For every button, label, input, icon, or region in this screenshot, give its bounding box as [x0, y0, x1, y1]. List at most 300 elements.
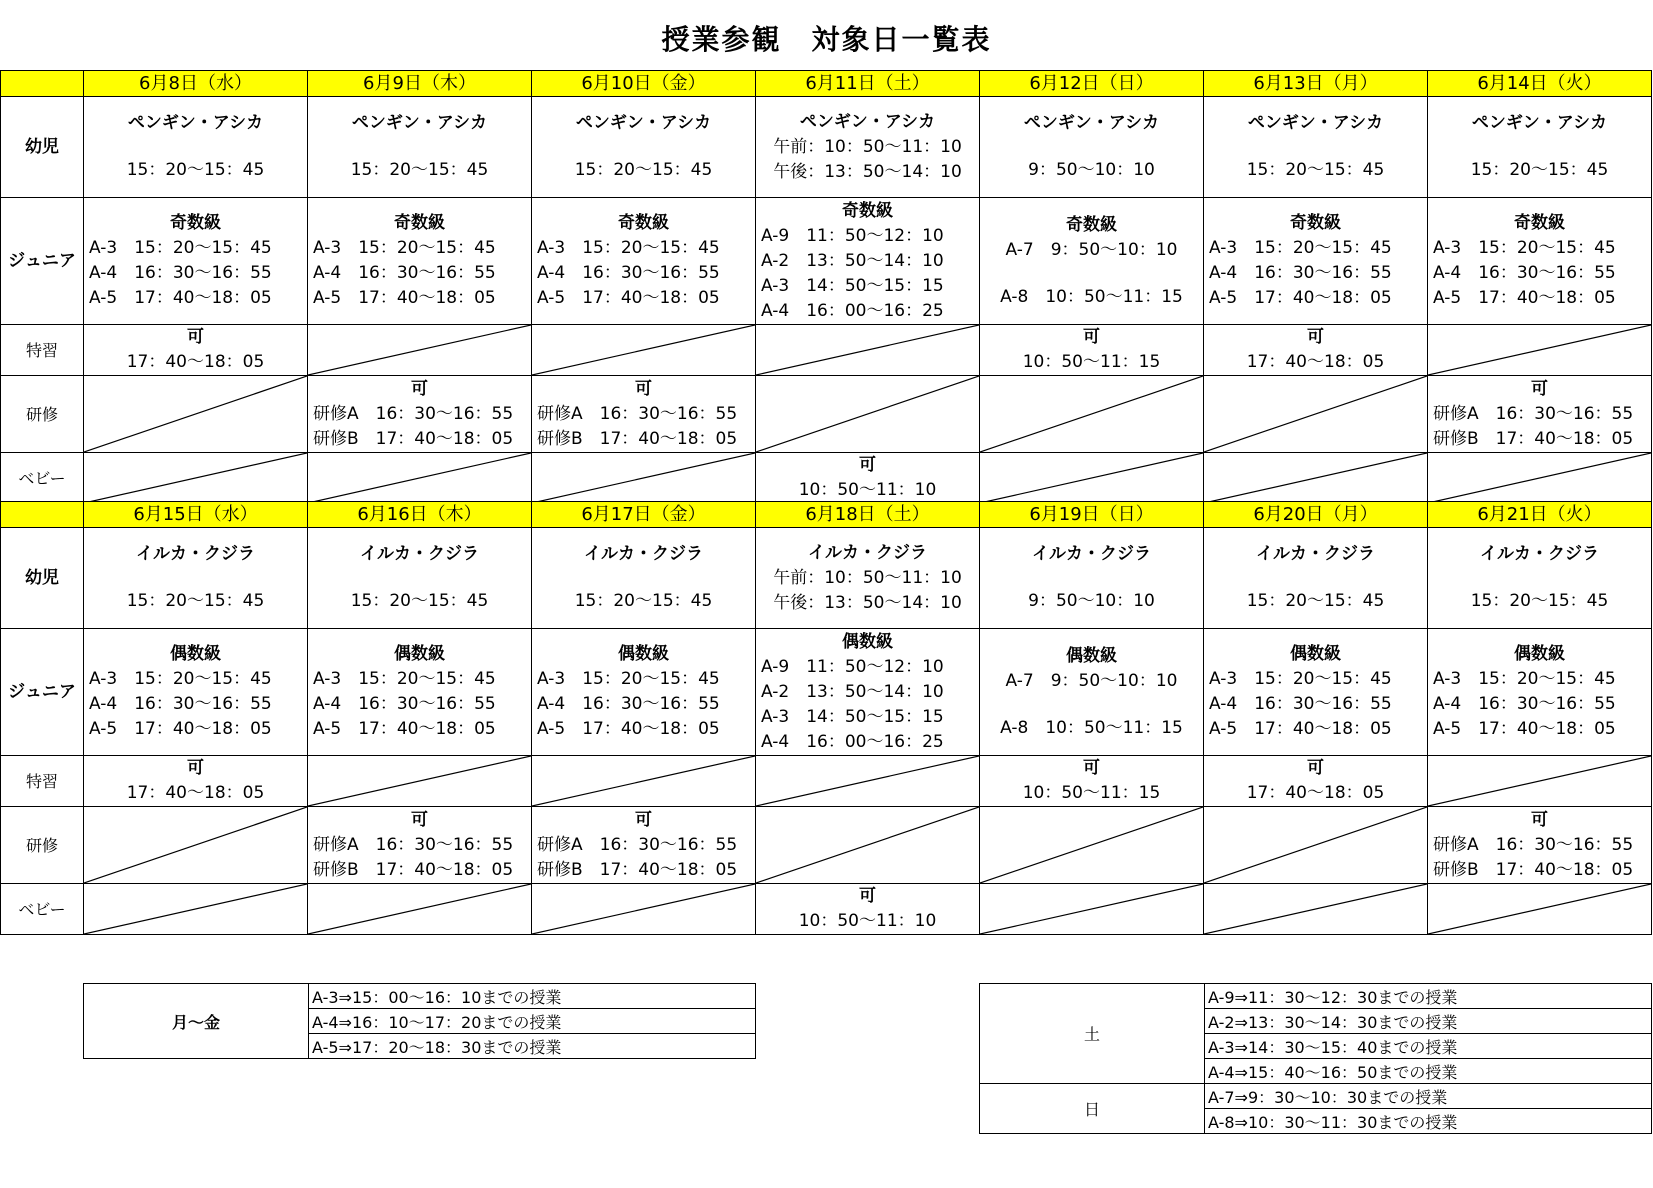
date-header: 6月20日（月）: [1204, 502, 1428, 528]
schedule-cell-junior: [1428, 198, 1652, 325]
spacer: [980, 694, 1203, 716]
cell-content: [756, 199, 979, 324]
schedule-cell-infant: [84, 97, 308, 198]
cell-line: A-3 14：50〜15：15: [761, 275, 944, 296]
schedule-cell-special: [1204, 325, 1428, 376]
cell-title: 可: [187, 327, 204, 347]
cell-line: 15：20〜15：45: [350, 160, 489, 180]
empty-cell-slash: [84, 453, 307, 503]
spacer: [980, 263, 1203, 285]
cell-line: A-3 15：20〜15：45: [313, 669, 496, 689]
cell-line: 研修B 17：40〜18：05: [537, 428, 738, 449]
cell-line: A-5 17：40〜18：05: [89, 288, 272, 308]
cell-line: A-4 16：30〜16：55: [89, 694, 272, 714]
cell-title: 奇数級: [842, 200, 893, 221]
cell-line: 15：20〜15：45: [574, 591, 713, 611]
schedule-cell-training: [756, 376, 980, 453]
row-label-training: 研修: [1, 807, 84, 884]
cell-line: A-3 15：20〜15：45: [1209, 669, 1392, 689]
cell-title: ペンギン・アシカ: [351, 113, 488, 133]
cell-title: 可: [1083, 758, 1100, 778]
cell-title: 可: [1083, 327, 1100, 347]
spacer: [308, 567, 531, 589]
cell-title: イルカ・クジラ: [1256, 544, 1375, 564]
spacer: [84, 567, 307, 589]
cell-title: イルカ・クジラ: [584, 544, 703, 564]
date-header-row: [1, 502, 1652, 528]
legend-weekday: [83, 983, 756, 1059]
cell-title: イルカ・クジラ: [808, 542, 927, 563]
schedule-cell-infant: [756, 97, 980, 198]
schedule-cell-special: [308, 756, 532, 807]
cell-content: [1428, 211, 1651, 311]
schedule-cell-special: [1204, 756, 1428, 807]
cell-content: [84, 211, 307, 311]
schedule-cell-junior: [532, 629, 756, 756]
spacer: [1428, 136, 1651, 158]
spacer: [980, 567, 1203, 589]
schedule-cell-special: [1428, 325, 1652, 376]
empty-cell-slash: [308, 884, 531, 934]
row-infant: [1, 97, 1652, 198]
cell-title: 偶数級: [1290, 644, 1341, 664]
schedule-cell-training: [1204, 376, 1428, 453]
cell-line: 午前：10：50〜11：10: [773, 567, 962, 588]
schedule-cell-junior: [1204, 198, 1428, 325]
empty-cell-slash: [980, 884, 1203, 934]
cell-content: [1204, 542, 1427, 614]
cell-line: A-8 10：50〜11：15: [1000, 286, 1183, 307]
empty-cell-slash: [84, 376, 307, 452]
row-label-special: 特習: [1, 756, 84, 807]
schedule-cell-special: [532, 325, 756, 376]
cell-content: [84, 542, 307, 614]
cell-content: [1204, 111, 1427, 183]
cell-content: [756, 541, 979, 616]
row-baby: [1, 884, 1652, 935]
schedule-table-week-2: [0, 501, 1652, 935]
schedule-cell-baby: [308, 884, 532, 935]
schedule-cell-junior: [980, 629, 1204, 756]
cell-line: 10：50〜11：10: [798, 480, 937, 500]
empty-cell-slash: [1204, 884, 1427, 934]
schedule-cell-infant: [1428, 528, 1652, 629]
schedule-cell-junior: [308, 629, 532, 756]
cell-content: [1428, 808, 1651, 883]
legend-row: A-3⇒14：30〜15：40までの授業: [1205, 1034, 1652, 1059]
empty-cell-slash: [532, 756, 755, 806]
schedule-cell-junior: [756, 198, 980, 325]
row-label-junior: ジュニア: [1, 629, 84, 756]
schedule-table-week-1: [0, 70, 1652, 504]
cell-line: 研修A 16：30〜16：55: [1433, 834, 1634, 855]
schedule-cell-baby: [308, 453, 532, 504]
cell-line: 15：20〜15：45: [126, 591, 265, 611]
empty-cell-slash: [756, 807, 979, 883]
cell-title: 可: [859, 455, 876, 475]
cell-line: A-4 16：30〜16：55: [89, 263, 272, 283]
cell-line: A-5 17：40〜18：05: [1209, 719, 1392, 739]
cell-content: [1428, 111, 1651, 183]
schedule-cell-baby: [980, 453, 1204, 504]
schedule-cell-training: [532, 376, 756, 453]
legend-row: A-4⇒16：10〜17：20までの授業: [309, 1009, 756, 1034]
cell-content: [532, 211, 755, 311]
legend-row: A-7⇒9：30〜10：30までの授業: [1205, 1084, 1652, 1109]
cell-line: 15：20〜15：45: [126, 160, 265, 180]
cell-line: A-4 16：30〜16：55: [313, 694, 496, 714]
cell-line: A-3 15：20〜15：45: [537, 669, 720, 689]
row-label-baby: ベビー: [1, 884, 84, 935]
cell-title: 偶数級: [1514, 644, 1565, 664]
empty-cell-slash: [756, 376, 979, 452]
empty-cell-slash: [532, 453, 755, 503]
schedule-cell-special: [532, 756, 756, 807]
legend-row: A-8⇒10：30〜11：30までの授業: [1205, 1109, 1652, 1134]
empty-cell-slash: [84, 884, 307, 934]
schedule-cell-infant: [1204, 97, 1428, 198]
date-header: 6月13日（月）: [1204, 71, 1428, 97]
empty-cell-slash: [84, 807, 307, 883]
schedule-cell-baby: [980, 884, 1204, 935]
schedule-cell-baby: [756, 453, 980, 504]
date-header: 6月12日（日）: [980, 71, 1204, 97]
cell-line: 15：20〜15：45: [1470, 160, 1609, 180]
row-label-special: 特習: [1, 325, 84, 376]
schedule-cell-junior: [980, 198, 1204, 325]
cell-content: [84, 756, 307, 806]
date-header: 6月8日（水）: [84, 71, 308, 97]
cell-content: [308, 642, 531, 742]
schedule-cell-special: [308, 325, 532, 376]
cell-title: ペンギン・アシカ: [1471, 113, 1608, 133]
schedule-cell-infant: [308, 528, 532, 629]
cell-line: A-5 17：40〜18：05: [313, 719, 496, 739]
row-junior: [1, 198, 1652, 325]
row-label-junior: ジュニア: [1, 198, 84, 325]
schedule-cell-training: [980, 376, 1204, 453]
cell-title: 可: [187, 758, 204, 778]
cell-line: 午後：13：50〜14：10: [773, 592, 962, 613]
schedule-cell-baby: [84, 453, 308, 504]
schedule-cell-baby: [532, 453, 756, 504]
cell-content: [1204, 211, 1427, 311]
cell-content: [1204, 325, 1427, 375]
row-junior: [1, 629, 1652, 756]
spacer: [1428, 567, 1651, 589]
cell-title: ペンギン・アシカ: [1247, 113, 1384, 133]
row-label-infant: 幼児: [1, 97, 84, 198]
cell-content: [1428, 642, 1651, 742]
cell-line: 研修B 17：40〜18：05: [313, 428, 514, 449]
schedule-cell-infant: [980, 97, 1204, 198]
empty-cell-slash: [308, 453, 531, 503]
cell-line: A-3 15：20〜15：45: [89, 238, 272, 258]
cell-content: [308, 542, 531, 614]
schedule-cell-infant: [1204, 528, 1428, 629]
cell-line: A-5 17：40〜18：05: [1433, 719, 1616, 739]
cell-content: [1428, 542, 1651, 614]
cell-line: 研修B 17：40〜18：05: [1433, 859, 1634, 880]
empty-cell-slash: [756, 756, 979, 806]
cell-line: A-5 17：40〜18：05: [1209, 288, 1392, 308]
schedule-cell-infant: [1428, 97, 1652, 198]
cell-line: A-9 11：50〜12：10: [761, 225, 944, 246]
cell-line: 15：20〜15：45: [1246, 591, 1385, 611]
cell-line: A-3 15：20〜15：45: [1209, 238, 1392, 258]
cell-line: 研修A 16：30〜16：55: [537, 403, 738, 424]
cell-title: 可: [635, 378, 652, 399]
cell-content: [1204, 756, 1427, 806]
date-header: 6月15日（水）: [84, 502, 308, 528]
cell-content: [1428, 377, 1651, 452]
cell-title: 奇数級: [394, 213, 445, 233]
cell-line: 9：50〜10：10: [1028, 591, 1155, 611]
empty-cell-slash: [1428, 453, 1651, 503]
cell-title: 奇数級: [170, 213, 221, 233]
cell-line: 17：40〜18：05: [1246, 783, 1385, 803]
cell-title: 偶数級: [1066, 645, 1117, 666]
empty-cell-slash: [308, 325, 531, 375]
cell-title: イルカ・クジラ: [1032, 544, 1151, 564]
empty-cell-slash: [980, 807, 1203, 883]
cell-title: 奇数級: [618, 213, 669, 233]
cell-content: [532, 642, 755, 742]
schedule-cell-special: [756, 756, 980, 807]
schedule-cell-baby: [1428, 453, 1652, 504]
empty-cell-slash: [980, 376, 1203, 452]
spacer: [1204, 136, 1427, 158]
cell-line: A-4 16：30〜16：55: [537, 263, 720, 283]
cell-line: A-5 17：40〜18：05: [1433, 288, 1616, 308]
date-header: 6月19日（日）: [980, 502, 1204, 528]
row-infant: [1, 528, 1652, 629]
date-header: 6月16日（木）: [308, 502, 532, 528]
row-label-training: 研修: [1, 376, 84, 453]
cell-line: 9：50〜10：10: [1028, 160, 1155, 180]
schedule-cell-infant: [532, 97, 756, 198]
cell-title: ペンギン・アシカ: [1023, 113, 1160, 133]
cell-line: 研修A 16：30〜16：55: [1433, 403, 1634, 424]
schedule-cell-junior: [756, 629, 980, 756]
cell-line: 研修B 17：40〜18：05: [537, 859, 738, 880]
cell-line: 10：50〜11：15: [1022, 783, 1161, 803]
schedule-cell-junior: [1204, 629, 1428, 756]
date-header: 6月21日（火）: [1428, 502, 1652, 528]
cell-title: 可: [859, 886, 876, 906]
cell-content: [980, 644, 1203, 741]
page-title: 授業参観 対象日一覧表: [661, 23, 992, 56]
cell-line: A-2 13：50〜14：10: [761, 250, 944, 271]
schedule-cell-special: [980, 325, 1204, 376]
cell-line: A-5 17：40〜18：05: [89, 719, 272, 739]
cell-line: A-3 15：20〜15：45: [89, 669, 272, 689]
cell-line: 研修A 16：30〜16：55: [313, 403, 514, 424]
schedule-cell-junior: [84, 198, 308, 325]
cell-line: A-4 16：30〜16：55: [1209, 263, 1392, 283]
schedule-cell-infant: [308, 97, 532, 198]
schedule-cell-training: [980, 807, 1204, 884]
schedule-cell-special: [1428, 756, 1652, 807]
empty-cell-slash: [532, 325, 755, 375]
header-corner: [1, 502, 84, 528]
empty-cell-slash: [308, 756, 531, 806]
cell-line: A-4 16：30〜16：55: [537, 694, 720, 714]
cell-title: イルカ・クジラ: [136, 544, 255, 564]
cell-line: 午後：13：50〜14：10: [773, 161, 962, 182]
cell-content: [980, 111, 1203, 183]
cell-content: [756, 453, 979, 503]
cell-line: 17：40〜18：05: [126, 352, 265, 372]
legend-saturday-key: 土: [980, 984, 1205, 1084]
cell-line: A-4 16：00〜16：25: [761, 300, 944, 321]
row-label-infant: 幼児: [1, 528, 84, 629]
cell-line: A-4 16：30〜16：55: [1433, 694, 1616, 714]
cell-title: 可: [635, 809, 652, 830]
schedule-cell-special: [84, 325, 308, 376]
empty-cell-slash: [980, 453, 1203, 503]
cell-title: 偶数級: [394, 644, 445, 664]
cell-title: 可: [1531, 378, 1548, 399]
schedule-cell-infant: [756, 528, 980, 629]
empty-cell-slash: [1428, 884, 1651, 934]
cell-line: A-3 15：20〜15：45: [537, 238, 720, 258]
schedule-cell-baby: [1204, 453, 1428, 504]
legend-row: A-2⇒13：30〜14：30までの授業: [1205, 1009, 1652, 1034]
cell-line: A-5 17：40〜18：05: [537, 719, 720, 739]
schedule-cell-junior: [308, 198, 532, 325]
date-header: 6月9日（木）: [308, 71, 532, 97]
schedule-cell-training: [84, 807, 308, 884]
schedule-cell-baby: [756, 884, 980, 935]
cell-title: 可: [1307, 758, 1324, 778]
row-special: [1, 325, 1652, 376]
schedule-cell-special: [980, 756, 1204, 807]
legend-weekday-key: 月〜金: [84, 984, 309, 1059]
cell-line: 午前：10：50〜11：10: [773, 136, 962, 157]
cell-title: 可: [411, 378, 428, 399]
schedule-cell-special: [756, 325, 980, 376]
cell-line: 研修B 17：40〜18：05: [313, 859, 514, 880]
spacer: [532, 567, 755, 589]
cell-line: 研修A 16：30〜16：55: [537, 834, 738, 855]
schedule-cell-training: [1428, 807, 1652, 884]
schedule-cell-special: [84, 756, 308, 807]
cell-line: 研修B 17：40〜18：05: [1433, 428, 1634, 449]
cell-line: 15：20〜15：45: [350, 591, 489, 611]
cell-content: [308, 111, 531, 183]
cell-line: A-5 17：40〜18：05: [313, 288, 496, 308]
cell-content: [84, 111, 307, 183]
cell-content: [532, 542, 755, 614]
schedule-cell-training: [1204, 807, 1428, 884]
cell-title: 可: [1307, 327, 1324, 347]
cell-line: A-3 15：20〜15：45: [1433, 669, 1616, 689]
cell-line: 17：40〜18：05: [126, 783, 265, 803]
date-header: 6月14日（火）: [1428, 71, 1652, 97]
schedule-cell-training: [1428, 376, 1652, 453]
date-header: 6月11日（土）: [756, 71, 980, 97]
cell-content: [308, 377, 531, 452]
empty-cell-slash: [1204, 376, 1427, 452]
cell-content: [980, 542, 1203, 614]
cell-line: A-8 10：50〜11：15: [1000, 717, 1183, 738]
cell-title: 奇数級: [1514, 213, 1565, 233]
cell-line: A-4 16：30〜16：55: [313, 263, 496, 283]
cell-line: 15：20〜15：45: [1470, 591, 1609, 611]
cell-line: A-4 16：30〜16：55: [1433, 263, 1616, 283]
cell-line: A-3 14：50〜15：15: [761, 706, 944, 727]
cell-content: [84, 642, 307, 742]
schedule-cell-training: [532, 807, 756, 884]
date-header: 6月18日（土）: [756, 502, 980, 528]
row-training: [1, 376, 1652, 453]
legend-weekend: [979, 983, 1652, 1134]
cell-title: ペンギン・アシカ: [575, 113, 712, 133]
row-special: [1, 756, 1652, 807]
cell-title: イルカ・クジラ: [1480, 544, 1599, 564]
cell-title: 可: [1531, 809, 1548, 830]
cell-line: A-7 9：50〜10：10: [1005, 239, 1178, 260]
date-header: 6月10日（金）: [532, 71, 756, 97]
cell-line: 研修A 16：30〜16：55: [313, 834, 514, 855]
cell-line: A-9 11：50〜12：10: [761, 656, 944, 677]
cell-content: [532, 808, 755, 883]
legend-row: A-3⇒15：00〜16：10までの授業: [309, 984, 756, 1009]
cell-title: ペンギン・アシカ: [127, 113, 264, 133]
empty-cell-slash: [532, 884, 755, 934]
cell-line: A-5 17：40〜18：05: [537, 288, 720, 308]
schedule-cell-training: [84, 376, 308, 453]
cell-content: [308, 211, 531, 311]
cell-content: [1204, 642, 1427, 742]
cell-content: [308, 808, 531, 883]
spacer: [980, 136, 1203, 158]
legend-row: A-4⇒15：40〜16：50までの授業: [1205, 1059, 1652, 1084]
cell-title: 偶数級: [618, 644, 669, 664]
cell-title: イルカ・クジラ: [360, 544, 479, 564]
cell-line: A-2 13：50〜14：10: [761, 681, 944, 702]
schedule-cell-infant: [980, 528, 1204, 629]
cell-line: 15：20〜15：45: [1246, 160, 1385, 180]
schedule-cell-baby: [84, 884, 308, 935]
schedule-cell-training: [308, 807, 532, 884]
cell-content: [84, 325, 307, 375]
cell-content: [980, 213, 1203, 310]
legend-sunday-key: 日: [980, 1084, 1205, 1134]
cell-content: [980, 325, 1203, 375]
cell-title: ペンギン・アシカ: [799, 111, 936, 132]
legend-row: A-9⇒11：30〜12：30までの授業: [1205, 984, 1652, 1009]
schedule-cell-junior: [84, 629, 308, 756]
empty-cell-slash: [1428, 325, 1651, 375]
schedule-cell-junior: [1428, 629, 1652, 756]
empty-cell-slash: [756, 325, 979, 375]
schedule-cell-baby: [532, 884, 756, 935]
legend-row: A-5⇒17：20〜18：30までの授業: [309, 1034, 756, 1059]
empty-cell-slash: [1428, 756, 1651, 806]
cell-line: A-4 16：00〜16：25: [761, 731, 944, 752]
schedule-cell-baby: [1428, 884, 1652, 935]
schedule-cell-baby: [1204, 884, 1428, 935]
cell-line: 15：20〜15：45: [574, 160, 713, 180]
schedule-cell-training: [308, 376, 532, 453]
cell-line: 17：40〜18：05: [1246, 352, 1385, 372]
cell-line: 10：50〜11：15: [1022, 352, 1161, 372]
schedule-cell-infant: [532, 528, 756, 629]
empty-cell-slash: [1204, 807, 1427, 883]
cell-line: A-3 15：20〜15：45: [313, 238, 496, 258]
